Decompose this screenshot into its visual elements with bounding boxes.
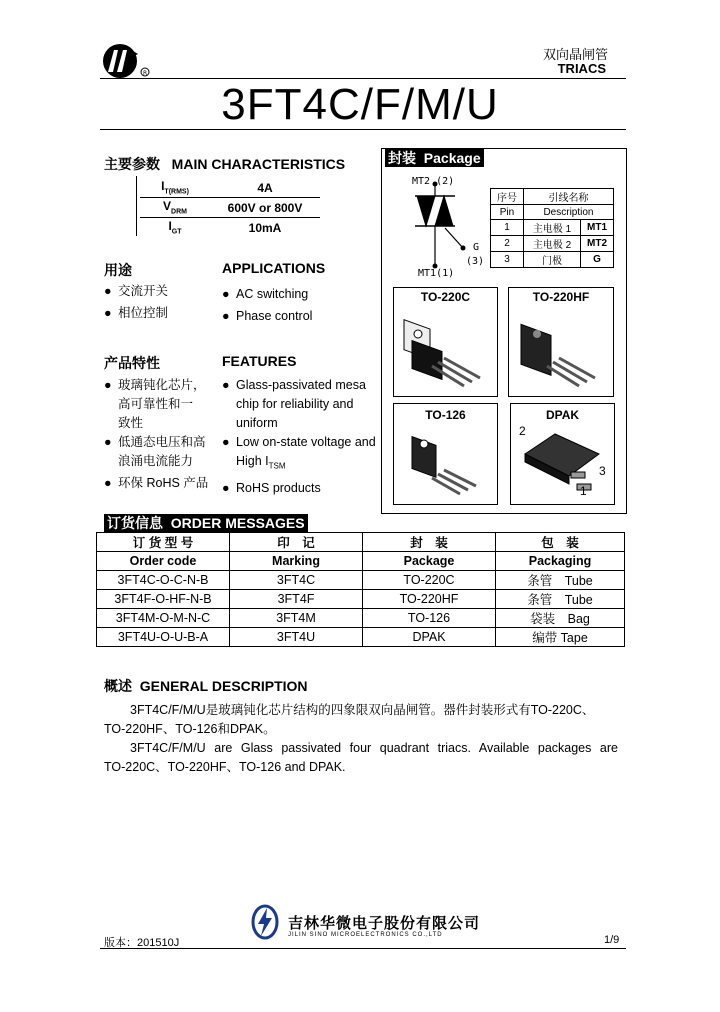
page-number: 1/9 — [604, 934, 620, 946]
to220hf-package-icon — [509, 304, 609, 390]
features-heading-cn: 产品特性 — [104, 355, 160, 371]
dpak-package-icon — [511, 422, 611, 502]
pin-table: 序号 引线名称 Pin Description 1 主电极 1 MT1 2 主电极 2 MT2 3 门极 G — [490, 188, 614, 268]
pin-row: 2 主电极 2 MT2 — [491, 236, 614, 252]
list-item: ● 相位控制 — [104, 306, 169, 320]
param-value: 600V or 800V — [227, 200, 303, 215]
company-logo — [100, 42, 152, 80]
list-item: ● Low on-state voltage and — [222, 435, 376, 449]
package-to220hf: TO-220HF — [508, 287, 614, 397]
to126-package-icon — [394, 422, 494, 502]
table-row: 3FT4U-O-U-B-A 3FT4U DPAK 编带 Tape — [97, 628, 625, 647]
dpak-pin-1: 1 — [580, 484, 587, 498]
company-name-cn: 吉林华微电子股份有限公司 — [288, 915, 481, 932]
applications-heading-cn: 用途 — [104, 262, 132, 278]
title-rule — [100, 129, 626, 130]
general-description: 3FT4C/F/M/U是玻璃钝化芯片结构的四象限双向晶闸管。器件封装形式有TO-220C、 TO-220HF、TO-126和DPAK。 3FT4C/F/M/U are Glass passivated four quadrant triacs. Available packages are TO-220C、TO-220HF、TO-126 and DPAK. — [104, 703, 618, 774]
main-char-left-rule — [136, 176, 137, 236]
list-item: ● 低通态电压和高 — [104, 435, 206, 449]
footer-rule — [100, 948, 626, 949]
order-table: 订 货 型 号 印 记 封 装 包 装 Order code Marking Package Packaging 3FT4C-O-C-N-B 3FT4C TO-220C 条管 Tube 3FT4F-O-HF-N-B 3FT4F TO-220HF 条管 Tube 3FT4M-O-M-N-C 3FT4M TO-126 袋装 Bag 3FT4U-O-U-B-A 3FT4U DPAK 编带 Tape — [96, 532, 625, 647]
svg-text:R: R — [143, 70, 148, 77]
dpak-pin-2: 2 — [519, 424, 526, 438]
package-to126: TO-126 — [393, 403, 498, 505]
features-heading-en: FEATURES — [222, 353, 297, 369]
table-row: 3FT4C-O-C-N-B 3FT4C TO-220C 条管 Tube — [97, 571, 625, 590]
main-char-table — [140, 178, 320, 237]
package-heading: 封装 Package — [385, 149, 484, 167]
mt2-label: MT2 (2) — [412, 176, 455, 187]
category-cn: 双向晶闸管 — [542, 47, 608, 62]
pin-row: 3 门极 G — [491, 252, 614, 268]
package-to220c: TO-220C — [393, 287, 498, 397]
table-row: 3FT4F-O-HF-N-B 3FT4F TO-220HF 条管 Tube — [97, 590, 625, 609]
list-item: ● 环保 RoHS 产品 — [104, 476, 209, 490]
applications-list-en — [222, 285, 312, 326]
param-value: 10mA — [248, 220, 282, 235]
main-char-heading: 主要参数 MAIN CHARACTERISTICS — [104, 156, 346, 172]
dpak-pin-3: 3 — [599, 464, 606, 478]
footer-logo — [250, 904, 280, 945]
applications-heading-en: APPLICATIONS — [222, 260, 326, 276]
param-symbol: $I_{GT}$ — [168, 219, 182, 236]
package-dpak: DPAK — [510, 403, 615, 505]
list-item: ● RoHS products — [222, 480, 321, 495]
part-title: 3FT4C/F/M/U — [221, 80, 499, 129]
category-en: TRIACS — [557, 61, 606, 76]
gate-num: (3) — [466, 256, 485, 267]
param-value: 4A — [257, 180, 273, 195]
features-list-en: ● Glass-passivated mesa chip for reliability and uniform ● Low on-state voltage and High $I_{TSM}$ ● RoHS products — [222, 376, 382, 498]
company-logo-icon — [250, 904, 280, 940]
gate-label: G — [473, 242, 480, 253]
list-item: ● AC switching — [222, 287, 309, 301]
pin-row: 1 主电极 1 MT1 — [491, 220, 614, 236]
list-item: ● 交流开关 — [104, 284, 169, 298]
version-label: 版本：201510J — [104, 937, 180, 949]
param-symbol: $I_{T(RMS)}$ — [161, 179, 189, 196]
header-rule — [100, 78, 626, 79]
list-item: ● 玻璃钝化芯片， — [104, 378, 206, 392]
features-list-cn: ● 玻璃钝化芯片， 高可靠性和一 致性 ● 低通态电压和高 浪涌电流能力 ● 环保 RoHS 产品 — [104, 376, 218, 493]
company-name-en: JILIN SINO MICROELECTRONICS CO.,LTD — [288, 932, 443, 938]
to220-package-icon — [394, 304, 494, 390]
mt1-label: MT1(1) — [418, 268, 455, 279]
list-item: ● Phase control — [222, 309, 313, 323]
order-heading: 订货信息 ORDER MESSAGES — [104, 514, 308, 532]
list-item: ● Glass-passivated mesa — [222, 378, 366, 392]
param-symbol: $V_{DRM}$ — [163, 199, 187, 216]
table-row: 3FT4M-O-M-N-C 3FT4M TO-126 袋装 Bag — [97, 609, 625, 628]
applications-list-cn — [104, 282, 168, 323]
general-heading: 概述 GENERAL DESCRIPTION — [104, 678, 308, 694]
